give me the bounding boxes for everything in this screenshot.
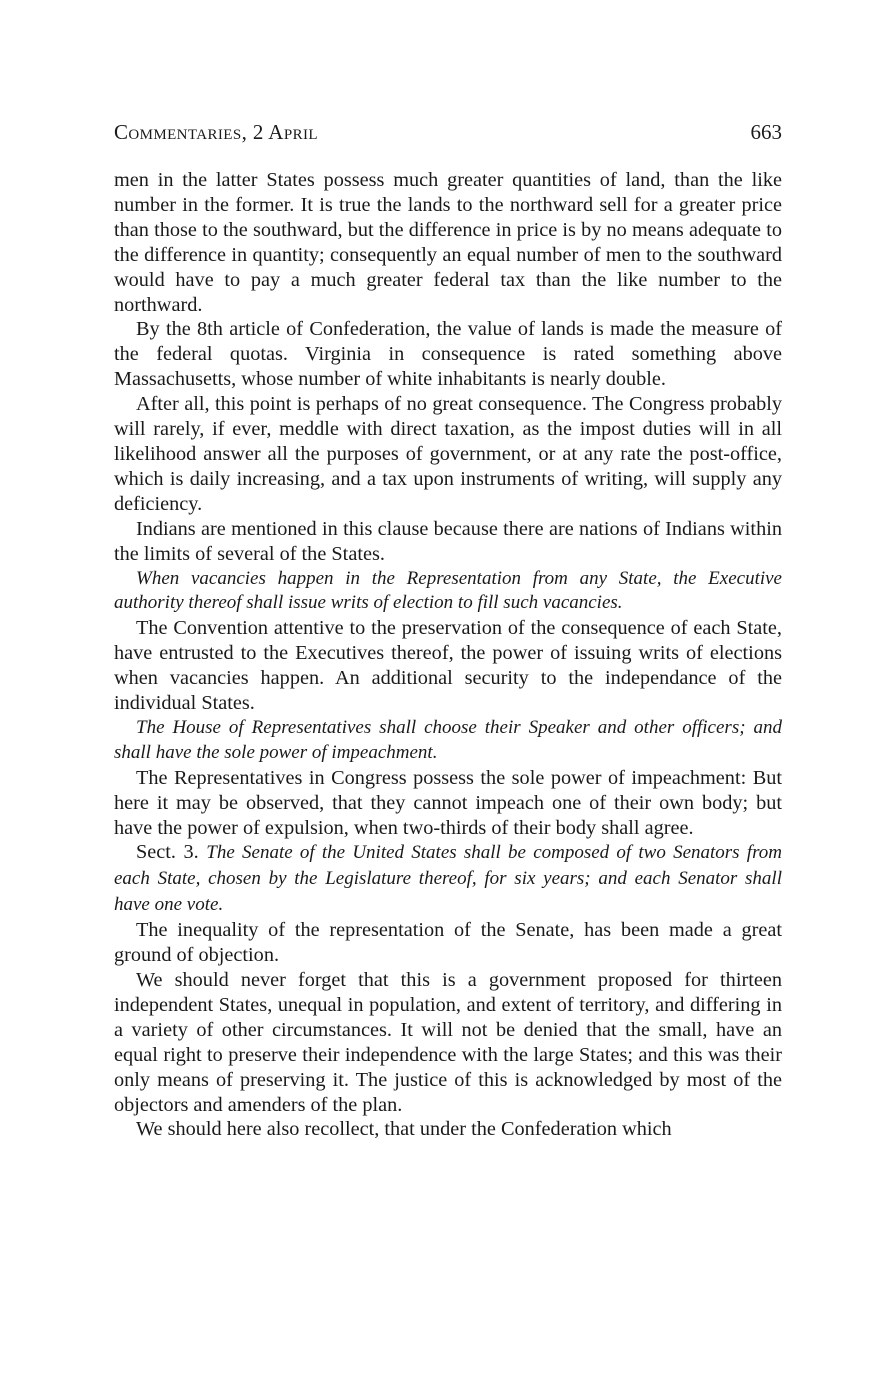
paragraph: The Representatives in Congress possess the sole power of impeachment: But here it may be observed, that they cannot impeach one of their own body; but have the power of expulsion, when two-thirds of their body shall agree. [114,766,782,839]
section-label: Sect. 3. [136,841,199,864]
paragraph: men in the latter States possess much greater quantities of land, than the like number in the former. It is true the lands to the northward sell for a greater price than those to the southward, but the difference in price is by no means adequate to the difference in quantity; consequently an equal number of men to the southward would have to pay a much greater federal tax than the like number to the northward. [114,169,782,316]
running-head: Commentaries, 2 April [114,120,318,144]
paragraph: The Convention attentive to the preservation of the consequence of each State, have entrusted to the Executives thereof, the power of issuing writs of elections when vacancies happen. An additional security to the independance of the individual States. [114,617,782,715]
paragraph: We should never forget that this is a government proposed for thirteen independent States, unequal in population, and extent of territory, and differing in a variety of other circumstances. It will not be denied that the small, have an equal right to preserve their independence with the large States; and this was their only means of preserving it. The justice of this is acknowledged by most of the objectors and amenders of the plan. [114,969,782,1116]
constitution-quote: When vacancies happen in the Representation from any State, the Executive authority thereof shall issue writs of election to fill such vacancies. [114,567,782,614]
paragraph: The inequality of the representation of the Senate, has been made a great ground of objection. [114,919,782,967]
body-text [114,168,782,1142]
page-header [114,120,782,145]
paragraph: Indians are mentioned in this clause because there are nations of Indians within the limits of several of the States. [114,517,782,565]
constitution-quote: The Senate of the United States shall be composed of two Senators from each State, chosen by the Legislature thereof, for six years; and each Senator shall have one vote. [114,842,782,916]
paragraph: By the 8th article of Confederation, the value of lands is made the measure of the federal quotas. Virginia in consequence is rated something above Massachusetts, whose number of white inhabitants is nearly double. [114,318,782,391]
section-paragraph [114,840,782,918]
page-number: 663 [750,120,782,144]
paragraph: We should here also recollect, that under the Confederation which [136,1118,672,1141]
paragraph: After all, this point is perhaps of no great consequence. The Congress probably will rarely, if ever, meddle with direct taxation, as the impost duties will in all likelihood answer all the purposes of government, or at any rate the post-office, which is daily increasing, and a tax upon instruments of writing, will supply any deficiency. [114,393,782,515]
constitution-quote: The House of Representatives shall choose their Speaker and other officers; and shall have the sole power of impeachment. [114,716,782,763]
